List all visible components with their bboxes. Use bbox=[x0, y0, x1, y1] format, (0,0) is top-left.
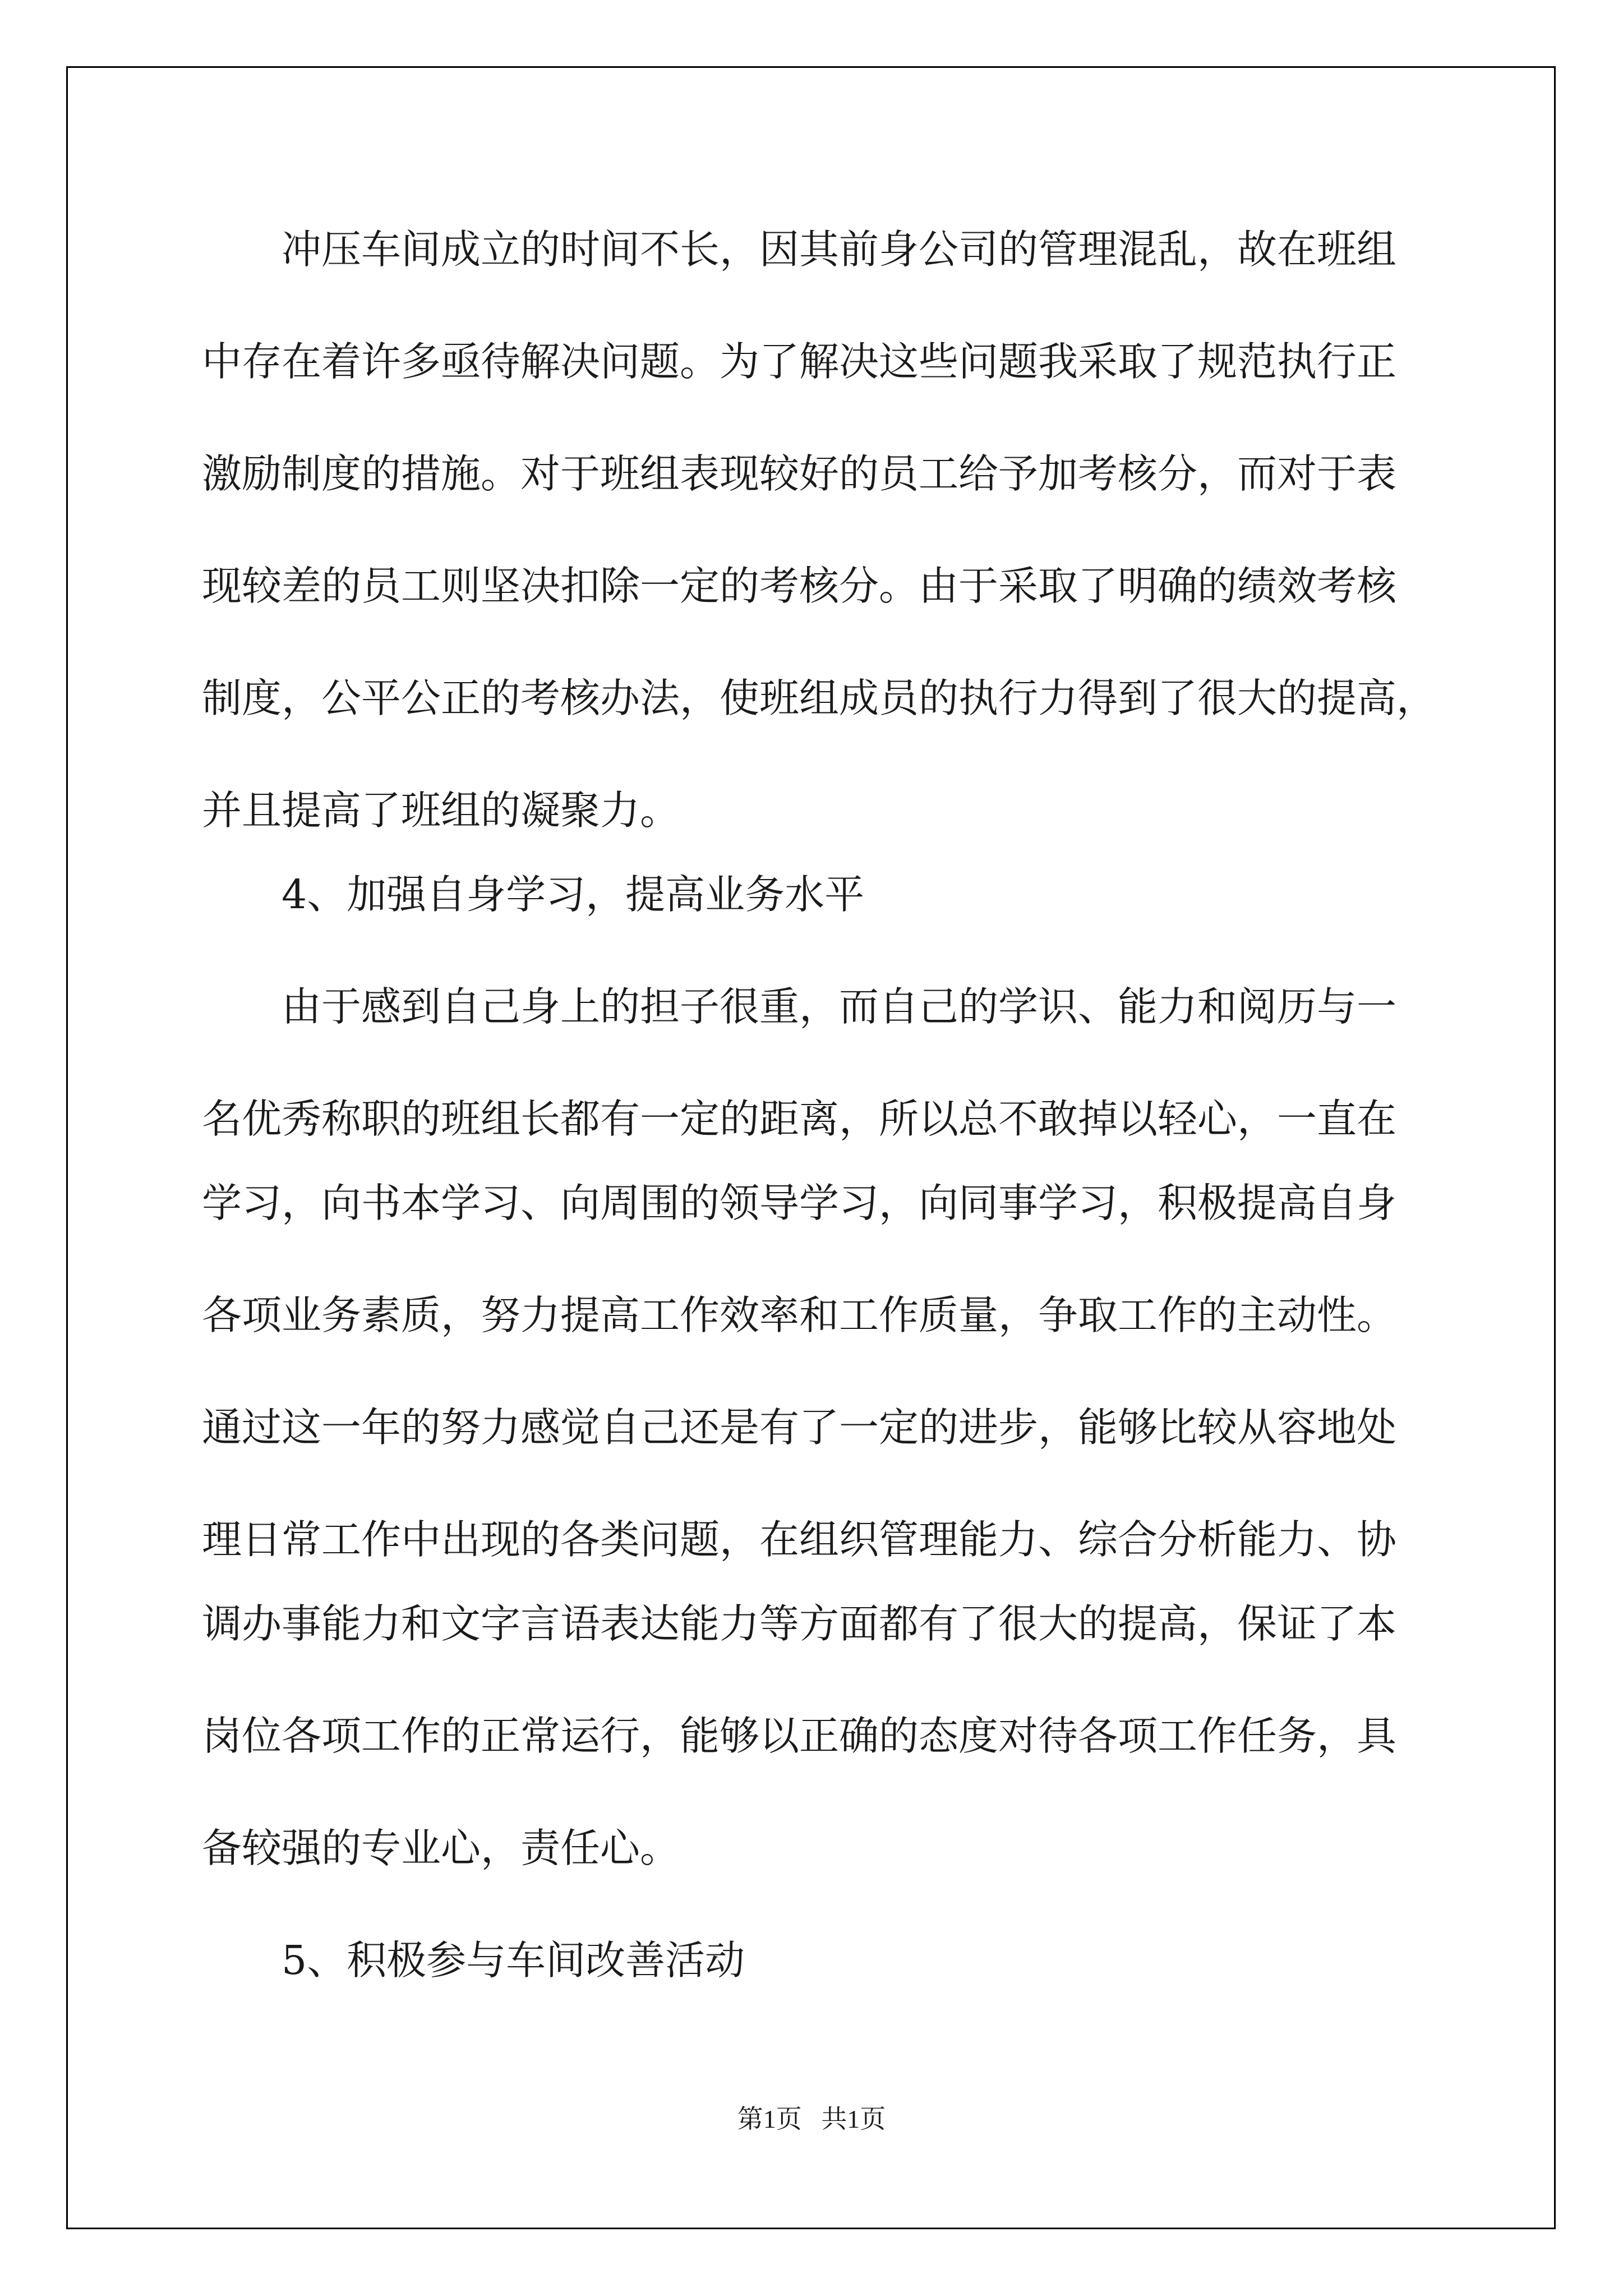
paragraph-line: 并且提高了班组的凝聚力。 bbox=[202, 787, 680, 834]
paragraph-line: 学习，向书本学习、向周围的领导学习，向同事学习，积极提高自身 bbox=[202, 1180, 1397, 1226]
paragraph-line: 激励制度的措施。对于班组表现较好的员工给予加考核分，而对于表 bbox=[202, 450, 1397, 497]
paragraph-line: 冲压车间成立的时间不长，因其前身公司的管理混乱，故在班组 bbox=[282, 226, 1397, 273]
paragraph-line: 中存在着许多亟待解决问题。为了解决这些问题我采取了规范执行正 bbox=[202, 338, 1397, 385]
paragraph-line: 制度，公平公正的考核办法，使班组成员的执行力得到了很大的提高， bbox=[202, 675, 1437, 721]
paragraph-line: 岗位各项工作的正常运行，能够以正确的态度对待各项工作任务，具 bbox=[202, 1713, 1397, 1759]
page-number-footer: 第1页 共1页 bbox=[737, 2105, 886, 2133]
section-heading: 4、加强自身学习，提高业务水平 bbox=[282, 871, 865, 918]
paragraph-line: 理日常工作中出现的各类问题，在组织管理能力、综合分析能力、协 bbox=[202, 1516, 1397, 1563]
page-frame bbox=[66, 66, 1556, 2229]
paragraph-line: 各项业务素质，努力提高工作效率和工作质量，争取工作的主动性。 bbox=[202, 1292, 1397, 1338]
paragraph-line: 调办事能力和文字言语表达能力等方面都有了很大的提高，保证了本 bbox=[202, 1600, 1397, 1647]
paragraph-line: 名优秀称职的班组长都有一定的距离，所以总不敢掉以轻心，一直在 bbox=[202, 1096, 1397, 1142]
paragraph-line: 通过这一年的努力感觉自己还是有了一定的进步，能够比较从容地处 bbox=[202, 1404, 1397, 1451]
paragraph-line: 现较差的员工则坚决扣除一定的考核分。由于采取了明确的绩效考核 bbox=[202, 563, 1397, 609]
paragraph-line: 由于感到自己身上的担子很重，而自己的学识、能力和阅历与一 bbox=[282, 983, 1397, 1030]
section-heading: 5、积极参与车间改善活动 bbox=[282, 1937, 745, 1984]
paragraph-line: 备较强的专业心，责任心。 bbox=[202, 1825, 680, 1871]
